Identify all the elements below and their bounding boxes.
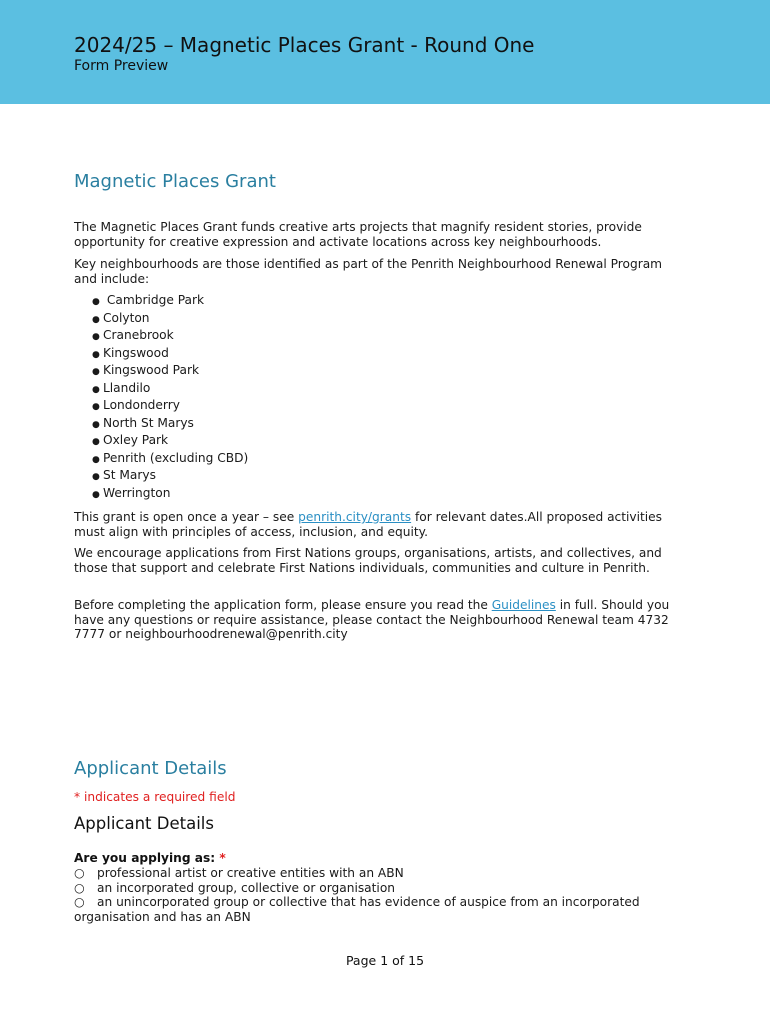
form-title: 2024/25 – Magnetic Places Grant - Round One <box>74 33 535 57</box>
page-header <box>0 0 770 104</box>
neighbourhood-item <box>92 432 248 450</box>
page-number: Page 1 of 15 <box>345 953 425 968</box>
bullet-icon: ● <box>92 332 100 342</box>
neighbourhood-item <box>92 362 248 380</box>
applying-as-options <box>74 866 684 924</box>
neighbourhood-label: Cambridge Park <box>103 293 205 307</box>
neighbourhood-label: Cranebrook <box>103 328 174 342</box>
radio-button-icon[interactable]: ○ <box>74 880 85 895</box>
radio-button-icon[interactable]: ○ <box>74 866 85 880</box>
bullet-icon: ● <box>92 297 100 307</box>
neighbourhood-label: Llandilo <box>103 380 151 395</box>
neighbourhood-item <box>92 345 248 363</box>
neighbourhood-item <box>92 397 248 415</box>
neighbourhood-item <box>92 415 248 433</box>
neighbourhood-label: Penrith (excluding CBD) <box>103 450 249 465</box>
bullet-icon: ● <box>92 314 100 325</box>
form-subtitle: Form Preview <box>74 58 169 74</box>
intro-paragraph: The Magnetic Places Grant funds creative arts projects that magnify resident stories, provide opportunity for creative expression and activate locations across key neighbourhoods. <box>74 220 642 249</box>
applicant-type-option[interactable] <box>74 881 684 896</box>
neighbourhood-item <box>92 467 248 485</box>
grants-link[interactable]: penrith.city/grants <box>298 510 412 524</box>
bullet-icon: ● <box>92 402 100 412</box>
bullet-icon: ● <box>92 472 100 482</box>
neighbourhood-label: Kingswood Park <box>103 363 200 377</box>
applying-as-question: Are you applying as: * <box>74 851 226 865</box>
bullet-icon: ● <box>92 349 100 360</box>
guidelines-link[interactable]: Guidelines <box>491 598 556 612</box>
first-nations-paragraph: We encourage applications from First Nations groups, organisations, artists, and collectives, and those that support and celebrate First Nations individuals, communities and culture in Penrith. <box>74 546 662 575</box>
section-heading-applicant: Applicant Details <box>74 758 227 779</box>
applicant-type-option[interactable] <box>74 866 684 881</box>
neighbourhood-label: Kingswood <box>103 345 169 360</box>
neighbourhood-list <box>92 292 248 502</box>
bullet-icon: ● <box>92 419 100 430</box>
neighbourhood-item <box>92 485 248 503</box>
guidelines-paragraph: Before completing the application form, please ensure you read the Guidelines in full. Should you have any questions or require assistance, please contact the Neighbourhood Renewal team 4732 7777 or neighbourhoodrenewal@penrith.city <box>74 598 670 642</box>
grant-timing-paragraph: This grant is open once a year – see penrith.city/grants for relevant dates.All proposed activities must align with principles of access, inclusion, and equity. <box>74 510 663 539</box>
neighbourhood-label: Colyton <box>103 310 150 325</box>
option-label: an unincorporated group or collective that has evidence of auspice from an incorporated organisation and has an ABN <box>74 895 640 924</box>
neighbourhood-label: Oxley Park <box>103 433 169 447</box>
neighbourhood-item <box>92 327 248 345</box>
bullet-icon: ● <box>92 437 100 447</box>
required-field-note: * indicates a required field <box>74 790 236 804</box>
neighbourhood-item <box>92 450 248 468</box>
neighbourhood-label: Londonderry <box>103 398 180 412</box>
required-star: * <box>219 851 226 865</box>
neighbourhood-item <box>92 310 248 328</box>
bullet-icon: ● <box>92 384 100 395</box>
neighbourhood-item <box>92 380 248 398</box>
neighbourhood-label: Werrington <box>103 485 171 500</box>
radio-button-icon[interactable]: ○ <box>74 895 85 910</box>
option-label: professional artist or creative entities with an ABN <box>97 866 404 880</box>
applicant-subheading: Applicant Details <box>74 814 214 833</box>
bullet-icon: ● <box>92 454 100 465</box>
neighbourhood-label: North St Marys <box>103 415 194 430</box>
section-heading-grant: Magnetic Places Grant <box>74 171 276 192</box>
applicant-type-option[interactable] <box>74 895 684 924</box>
option-label: an incorporated group, collective or organisation <box>97 880 395 895</box>
bullet-icon: ● <box>92 489 100 500</box>
bullet-icon: ● <box>92 367 100 377</box>
neighbourhood-label: St Marys <box>103 468 156 482</box>
neighbourhood-item <box>92 292 248 310</box>
neighbourhoods-intro: Key neighbourhoods are those identified as part of the Penrith Neighbourhood Renewal Program and include: <box>74 257 663 286</box>
